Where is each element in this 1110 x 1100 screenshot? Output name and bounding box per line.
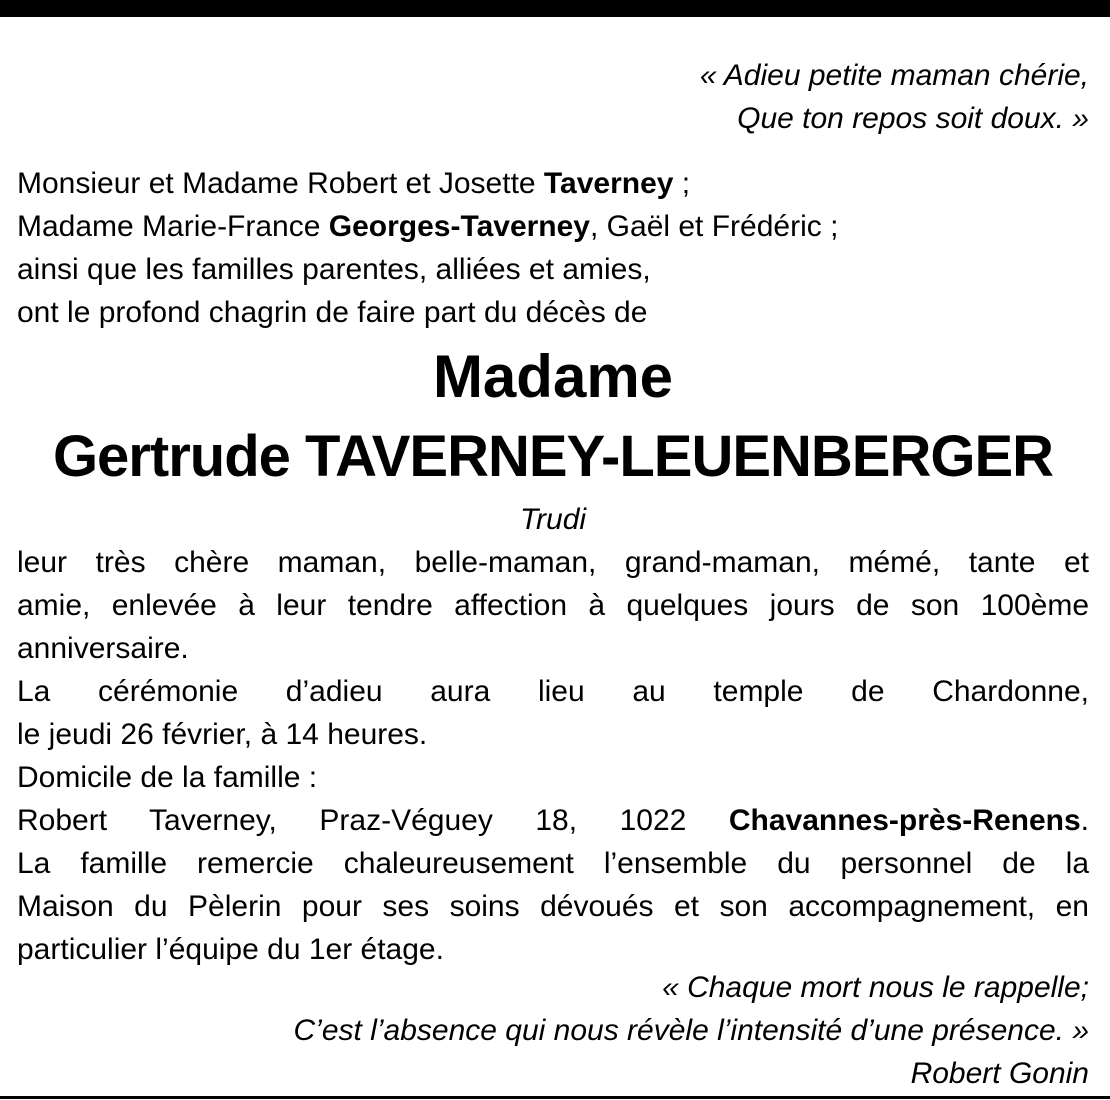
address-town: Chavannes-près-Renens — [728, 804, 1081, 837]
epigraph-top — [17, 54, 1089, 140]
deceased-nickname: Trudi — [519, 503, 587, 536]
intro-line-1-end: ; — [673, 167, 691, 200]
intro-line-4: ont le profond chagrin de faire part du décès de — [17, 296, 648, 329]
intro-line-2 — [17, 205, 1089, 248]
deceased-name: Gertrude TAVERNEY-LEUENBERGER — [52, 424, 1054, 489]
intro-line-2-end: , Gaël et Frédéric ; — [590, 210, 839, 243]
ceremony-line-2: le jeudi 26 février, à 14 heures. — [17, 718, 428, 751]
top-border-bar — [0, 0, 1110, 17]
intro-line-1-text: Monsieur et Madame Robert et Josette — [17, 167, 544, 200]
intro-line-1 — [17, 162, 1089, 205]
family-address — [17, 799, 1089, 842]
epigraph-author: Robert Gonin — [910, 1057, 1089, 1090]
intro-line-2-surname: Georges-Taverney — [328, 210, 590, 243]
family-home-label: Domicile de la famille : — [17, 761, 318, 794]
body-line-2: amie, enlevée à leur tendre affection à quelques jours de son 100ème — [17, 589, 1089, 622]
bottom-border-rule — [0, 1096, 1110, 1099]
obituary-body — [17, 541, 1089, 971]
intro-line-3: ainsi que les familles parentes, alliées et amies, — [17, 253, 651, 286]
body-line-1: leur très chère maman, belle-maman, grand-maman, mémé, tante et — [17, 546, 1089, 579]
intro-line-1-surname: Taverney — [543, 167, 674, 200]
family-announcement — [17, 162, 1089, 334]
thanks-line-1: La famille remercie chaleureusement l’ensemble du personnel de la — [17, 847, 1089, 880]
epigraph-top-line-1: « Adieu petite maman chérie, — [699, 59, 1089, 92]
epigraph-bottom-line-1: « Chaque mort nous le rappelle; — [662, 971, 1089, 1004]
epigraph-bottom-line-2: C’est l’absence qui nous révèle l’intensité d’une présence. » — [293, 1014, 1089, 1047]
epigraph-top-line-2: Que ton repos soit doux. » — [737, 102, 1089, 135]
address-text: Robert Taverney, Praz-Véguey 18, 1022 — [17, 804, 729, 837]
deceased-title: Madame — [432, 343, 674, 410]
epigraph-bottom — [17, 966, 1089, 1095]
intro-line-2-text: Madame Marie-France — [17, 210, 329, 243]
address-end: . — [1080, 804, 1089, 837]
thanks-line-2: Maison du Pèlerin pour ses soins dévoués et son accompagnement, en — [17, 890, 1089, 923]
body-line-3: anniversaire. — [17, 632, 189, 665]
thanks-line-3: particulier l’équipe du 1er étage. — [17, 933, 444, 966]
ceremony-line-1: La cérémonie d’adieu aura lieu au temple de Chardonne, — [17, 675, 1089, 708]
